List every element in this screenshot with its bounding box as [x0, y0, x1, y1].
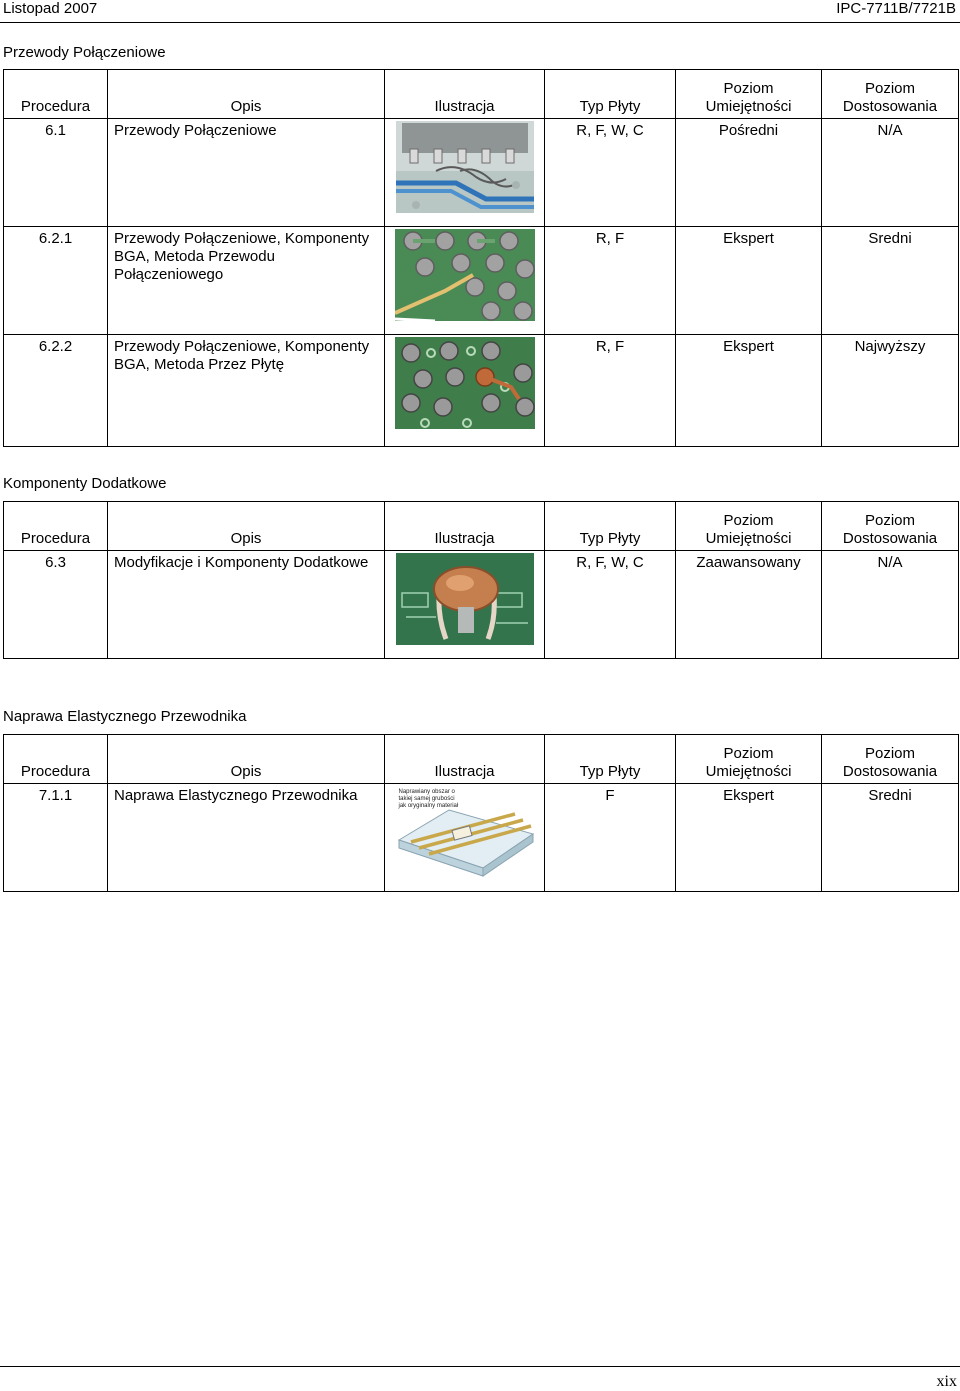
- board-type: R, F: [545, 227, 676, 335]
- table-row: [4, 227, 959, 335]
- section-title-jumper-wires: Przewody Połączeniowe: [3, 44, 166, 61]
- bga-jumper-wire-illustration: [395, 229, 535, 321]
- adjustment-level: Najwyższy: [822, 335, 959, 447]
- table-row: [4, 335, 959, 447]
- skill-level: Ekspert: [676, 227, 822, 335]
- col-poziom-umiejetnosci: Poziom Umiejętności: [676, 70, 822, 119]
- board-type: F: [545, 784, 676, 892]
- procedure-description: Przewody Połączeniowe, Komponenty BGA, Metoda Przewodu Połączeniowego: [108, 227, 385, 335]
- col-typ-plyty: Typ Płyty: [545, 502, 676, 551]
- illustration-cell: [385, 119, 545, 227]
- col-opis: Opis: [108, 502, 385, 551]
- pcb-jumper-wires-illustration: [396, 121, 534, 213]
- col-procedura: Procedura: [4, 502, 108, 551]
- footer-rule: [0, 1366, 960, 1367]
- illustration-cell: [385, 227, 545, 335]
- procedure-description: Przewody Połączeniowe: [108, 119, 385, 227]
- adjustment-level: N/A: [822, 551, 959, 659]
- procedure-number: 7.1.1: [4, 784, 108, 892]
- adjustment-level: Sredni: [822, 227, 959, 335]
- table-row: [4, 119, 959, 227]
- board-type: R, F, W, C: [545, 551, 676, 659]
- header-rule: [0, 22, 960, 23]
- col-opis: Opis: [108, 735, 385, 784]
- adjustment-level: N/A: [822, 119, 959, 227]
- add-on-component-photo: [396, 553, 534, 645]
- col-procedura: Procedura: [4, 735, 108, 784]
- col-poziom-dostosowania: Poziom Dostosowania: [822, 502, 959, 551]
- board-type: R, F, W, C: [545, 119, 676, 227]
- header-document-id: IPC-7711B/7721B: [836, 0, 956, 17]
- page-number: xix: [936, 1373, 957, 1390]
- col-typ-plyty: Typ Płyty: [545, 70, 676, 119]
- procedure-number: 6.2.2: [4, 335, 108, 447]
- skill-level: Zaawansowany: [676, 551, 822, 659]
- illustration-cell: [385, 551, 545, 659]
- table-row: [4, 784, 959, 892]
- table-header-row: [4, 70, 959, 119]
- section-title-flex-conductor-repair: Naprawa Elastycznego Przewodnika: [3, 708, 247, 725]
- illustration-cell: [385, 335, 545, 447]
- procedure-number: 6.1: [4, 119, 108, 227]
- section-title-add-on-components: Komponenty Dodatkowe: [3, 475, 167, 492]
- adjustment-level: Sredni: [822, 784, 959, 892]
- board-type: R, F: [545, 335, 676, 447]
- skill-level: Ekspert: [676, 784, 822, 892]
- col-ilustracja: Ilustracja: [385, 735, 545, 784]
- col-poziom-dostosowania: Poziom Dostosowania: [822, 735, 959, 784]
- bga-through-board-illustration: [395, 337, 535, 429]
- flex-conductor-repair-illustration: [395, 786, 535, 878]
- col-ilustracja: Ilustracja: [385, 502, 545, 551]
- illustration-annotation: Naprawiany obszar o takiej samej grubości jak oryginalny materiał: [398, 789, 459, 809]
- illustration-cell: [385, 784, 545, 892]
- col-poziom-umiejetnosci: Poziom Umiejętności: [676, 735, 822, 784]
- col-ilustracja: Ilustracja: [385, 70, 545, 119]
- col-procedura: Procedura: [4, 70, 108, 119]
- jumper-wires-table: [3, 69, 959, 447]
- skill-level: Pośredni: [676, 119, 822, 227]
- flex-conductor-repair-table: [3, 734, 959, 892]
- table-row: [4, 551, 959, 659]
- skill-level: Ekspert: [676, 335, 822, 447]
- col-poziom-umiejetnosci: Poziom Umiejętności: [676, 502, 822, 551]
- procedure-description: Przewody Połączeniowe, Komponenty BGA, Metoda Przez Płytę: [108, 335, 385, 447]
- col-poziom-dostosowania: Poziom Dostosowania: [822, 70, 959, 119]
- add-on-components-table: [3, 501, 959, 659]
- table-header-row: [4, 502, 959, 551]
- header-date: Listopad 2007: [3, 0, 98, 17]
- procedure-number: 6.3: [4, 551, 108, 659]
- procedure-description: Naprawa Elastycznego Przewodnika: [108, 784, 385, 892]
- procedure-number: 6.2.1: [4, 227, 108, 335]
- procedure-description: Modyfikacje i Komponenty Dodatkowe: [108, 551, 385, 659]
- table-header-row: [4, 735, 959, 784]
- col-opis: Opis: [108, 70, 385, 119]
- col-typ-plyty: Typ Płyty: [545, 735, 676, 784]
